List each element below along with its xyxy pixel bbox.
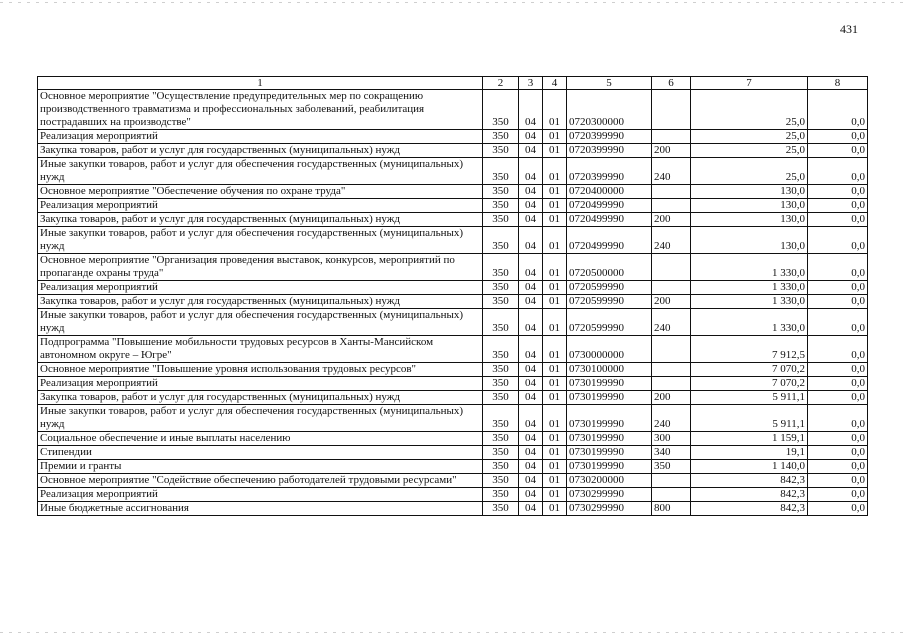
row-name-cell: Основное мероприятие "Обеспечение обучения по охране труда" <box>38 185 483 199</box>
table-row <box>38 391 868 405</box>
col-8-cell: 0,0 <box>808 446 868 460</box>
amount-cell: 130,0 <box>691 213 808 227</box>
col-8-cell: 0,0 <box>808 405 868 432</box>
amount-cell: 1 159,1 <box>691 432 808 446</box>
col-4-cell: 01 <box>543 363 567 377</box>
col-8-cell: 0,0 <box>808 130 868 144</box>
table-row <box>38 158 868 185</box>
amount-cell: 1 330,0 <box>691 254 808 281</box>
header-col-2: 2 <box>483 77 519 90</box>
col-2-cell: 350 <box>483 199 519 213</box>
col-4-cell: 01 <box>543 432 567 446</box>
code-cell: 0720599990 <box>567 295 652 309</box>
col-3-cell: 04 <box>519 185 543 199</box>
row-name-cell: Закупка товаров, работ и услуг для государственных (муниципальных) нужд <box>38 391 483 405</box>
col-2-cell: 350 <box>483 336 519 363</box>
col-3-cell: 04 <box>519 130 543 144</box>
type-cell <box>652 377 691 391</box>
col-8-cell: 0,0 <box>808 309 868 336</box>
amount-cell: 1 140,0 <box>691 460 808 474</box>
col-4-cell: 01 <box>543 336 567 363</box>
amount-cell: 130,0 <box>691 199 808 213</box>
table-row <box>38 199 868 213</box>
col-8-cell: 0,0 <box>808 213 868 227</box>
col-4-cell: 01 <box>543 227 567 254</box>
type-cell: 200 <box>652 391 691 405</box>
header-col-1: 1 <box>38 77 483 90</box>
row-name-cell: Иные закупки товаров, работ и услуг для обеспечения государственных (муниципальных) нужд <box>38 227 483 254</box>
col-4-cell: 01 <box>543 502 567 516</box>
table-body <box>38 90 868 516</box>
col-3-cell: 04 <box>519 281 543 295</box>
header-row <box>38 77 868 90</box>
col-8-cell: 0,0 <box>808 391 868 405</box>
col-3-cell: 04 <box>519 144 543 158</box>
type-cell <box>652 254 691 281</box>
amount-cell: 1 330,0 <box>691 309 808 336</box>
type-cell: 350 <box>652 460 691 474</box>
col-8-cell: 0,0 <box>808 363 868 377</box>
type-cell: 240 <box>652 158 691 185</box>
col-3-cell: 04 <box>519 199 543 213</box>
code-cell: 0730100000 <box>567 363 652 377</box>
col-3-cell: 04 <box>519 336 543 363</box>
type-cell: 200 <box>652 213 691 227</box>
amount-cell: 7 070,2 <box>691 363 808 377</box>
col-8-cell: 0,0 <box>808 432 868 446</box>
col-3-cell: 04 <box>519 391 543 405</box>
code-cell: 0720599990 <box>567 281 652 295</box>
code-cell: 0730299990 <box>567 488 652 502</box>
table-row <box>38 281 868 295</box>
amount-cell: 5 911,1 <box>691 391 808 405</box>
code-cell: 0720499990 <box>567 199 652 213</box>
header-col-5: 5 <box>567 77 652 90</box>
table-row <box>38 336 868 363</box>
table-row <box>38 488 868 502</box>
col-4-cell: 01 <box>543 446 567 460</box>
amount-cell: 25,0 <box>691 90 808 130</box>
col-2-cell: 350 <box>483 377 519 391</box>
col-2-cell: 350 <box>483 363 519 377</box>
col-8-cell: 0,0 <box>808 295 868 309</box>
col-4-cell: 01 <box>543 185 567 199</box>
row-name-cell: Стипендии <box>38 446 483 460</box>
row-name-cell: Иные закупки товаров, работ и услуг для обеспечения государственных (муниципальных) нужд <box>38 309 483 336</box>
col-2-cell: 350 <box>483 432 519 446</box>
col-8-cell: 0,0 <box>808 144 868 158</box>
col-8-cell: 0,0 <box>808 254 868 281</box>
type-cell: 800 <box>652 502 691 516</box>
col-4-cell: 01 <box>543 213 567 227</box>
row-name-cell: Основное мероприятие "Организация проведения выставок, конкурсов, мероприятий по пропаганде охраны труда" <box>38 254 483 281</box>
header-col-7: 7 <box>691 77 808 90</box>
code-cell: 0720599990 <box>567 309 652 336</box>
table-row <box>38 90 868 130</box>
code-cell: 0720400000 <box>567 185 652 199</box>
code-cell: 0730199990 <box>567 377 652 391</box>
page-number: 431 <box>840 22 858 36</box>
col-3-cell: 04 <box>519 227 543 254</box>
amount-cell: 1 330,0 <box>691 295 808 309</box>
col-2-cell: 350 <box>483 309 519 336</box>
col-4-cell: 01 <box>543 295 567 309</box>
code-cell: 0720399990 <box>567 144 652 158</box>
type-cell <box>652 336 691 363</box>
code-cell: 0730199990 <box>567 391 652 405</box>
amount-cell: 1 330,0 <box>691 281 808 295</box>
table-row <box>38 446 868 460</box>
col-3-cell: 04 <box>519 474 543 488</box>
row-name-cell: Закупка товаров, работ и услуг для государственных (муниципальных) нужд <box>38 295 483 309</box>
row-name-cell: Иные бюджетные ассигнования <box>38 502 483 516</box>
col-8-cell: 0,0 <box>808 227 868 254</box>
amount-cell: 842,3 <box>691 502 808 516</box>
row-name-cell: Реализация мероприятий <box>38 488 483 502</box>
col-3-cell: 04 <box>519 432 543 446</box>
col-3-cell: 04 <box>519 363 543 377</box>
row-name-cell: Основное мероприятие "Содействие обеспечению работодателей трудовыми ресурсами" <box>38 474 483 488</box>
row-name-cell: Закупка товаров, работ и услуг для государственных (муниципальных) нужд <box>38 213 483 227</box>
table-row <box>38 185 868 199</box>
col-8-cell: 0,0 <box>808 502 868 516</box>
budget-table <box>37 76 868 516</box>
code-cell: 0720399990 <box>567 158 652 185</box>
col-2-cell: 350 <box>483 446 519 460</box>
code-cell: 0720499990 <box>567 227 652 254</box>
code-cell: 0730000000 <box>567 336 652 363</box>
row-name-cell: Подпрограмма "Повышение мобильности трудовых ресурсов в Ханты-Мансийском автономном округе – Югре" <box>38 336 483 363</box>
col-2-cell: 350 <box>483 158 519 185</box>
col-4-cell: 01 <box>543 281 567 295</box>
col-8-cell: 0,0 <box>808 281 868 295</box>
col-4-cell: 01 <box>543 144 567 158</box>
type-cell: 240 <box>652 405 691 432</box>
row-name-cell: Иные закупки товаров, работ и услуг для обеспечения государственных (муниципальных) нужд <box>38 158 483 185</box>
type-cell <box>652 281 691 295</box>
type-cell <box>652 199 691 213</box>
type-cell <box>652 185 691 199</box>
col-3-cell: 04 <box>519 254 543 281</box>
type-cell: 200 <box>652 295 691 309</box>
col-3-cell: 04 <box>519 446 543 460</box>
col-8-cell: 0,0 <box>808 158 868 185</box>
scan-artifact-top <box>0 2 905 3</box>
code-cell: 0730199990 <box>567 405 652 432</box>
col-8-cell: 0,0 <box>808 336 868 363</box>
type-cell: 340 <box>652 446 691 460</box>
col-2-cell: 350 <box>483 144 519 158</box>
table-row <box>38 432 868 446</box>
col-4-cell: 01 <box>543 391 567 405</box>
type-cell <box>652 363 691 377</box>
row-name-cell: Социальное обеспечение и иные выплаты населению <box>38 432 483 446</box>
code-cell: 0730199990 <box>567 460 652 474</box>
row-name-cell: Реализация мероприятий <box>38 130 483 144</box>
col-3-cell: 04 <box>519 405 543 432</box>
code-cell: 0720300000 <box>567 90 652 130</box>
type-cell: 300 <box>652 432 691 446</box>
scan-artifact-bottom <box>0 632 905 633</box>
col-2-cell: 350 <box>483 130 519 144</box>
amount-cell: 130,0 <box>691 185 808 199</box>
col-3-cell: 04 <box>519 460 543 474</box>
row-name-cell: Закупка товаров, работ и услуг для государственных (муниципальных) нужд <box>38 144 483 158</box>
row-name-cell: Премии и гранты <box>38 460 483 474</box>
table-row <box>38 474 868 488</box>
type-cell: 240 <box>652 227 691 254</box>
header-col-3: 3 <box>519 77 543 90</box>
col-3-cell: 04 <box>519 158 543 185</box>
row-name-cell: Реализация мероприятий <box>38 199 483 213</box>
row-name-cell: Основное мероприятие "Осуществление предупредительных мер по сокращению производственного травматизма и профессиональных заболеваний, реабилитация пострадавших на производстве" <box>38 90 483 130</box>
col-2-cell: 350 <box>483 391 519 405</box>
amount-cell: 5 911,1 <box>691 405 808 432</box>
code-cell: 0730200000 <box>567 474 652 488</box>
col-8-cell: 0,0 <box>808 90 868 130</box>
col-4-cell: 01 <box>543 405 567 432</box>
code-cell: 0730299990 <box>567 502 652 516</box>
code-cell: 0730199990 <box>567 432 652 446</box>
col-4-cell: 01 <box>543 488 567 502</box>
amount-cell: 25,0 <box>691 144 808 158</box>
col-2-cell: 350 <box>483 185 519 199</box>
col-4-cell: 01 <box>543 474 567 488</box>
table-row <box>38 254 868 281</box>
table-row <box>38 377 868 391</box>
col-2-cell: 350 <box>483 213 519 227</box>
col-8-cell: 0,0 <box>808 460 868 474</box>
col-8-cell: 0,0 <box>808 185 868 199</box>
amount-cell: 7 912,5 <box>691 336 808 363</box>
table-row <box>38 309 868 336</box>
col-4-cell: 01 <box>543 309 567 336</box>
table-row <box>38 295 868 309</box>
col-3-cell: 04 <box>519 90 543 130</box>
header-col-6: 6 <box>652 77 691 90</box>
table-row <box>38 405 868 432</box>
type-cell: 240 <box>652 309 691 336</box>
table-row <box>38 460 868 474</box>
col-3-cell: 04 <box>519 488 543 502</box>
col-8-cell: 0,0 <box>808 488 868 502</box>
col-4-cell: 01 <box>543 377 567 391</box>
col-2-cell: 350 <box>483 254 519 281</box>
col-2-cell: 350 <box>483 474 519 488</box>
header-col-8: 8 <box>808 77 868 90</box>
col-8-cell: 0,0 <box>808 474 868 488</box>
col-2-cell: 350 <box>483 405 519 432</box>
col-4-cell: 01 <box>543 460 567 474</box>
code-cell: 0720500000 <box>567 254 652 281</box>
code-cell: 0730199990 <box>567 446 652 460</box>
col-2-cell: 350 <box>483 90 519 130</box>
amount-cell: 19,1 <box>691 446 808 460</box>
amount-cell: 842,3 <box>691 474 808 488</box>
col-2-cell: 350 <box>483 295 519 309</box>
amount-cell: 842,3 <box>691 488 808 502</box>
code-cell: 0720399990 <box>567 130 652 144</box>
amount-cell: 25,0 <box>691 158 808 185</box>
col-2-cell: 350 <box>483 460 519 474</box>
col-8-cell: 0,0 <box>808 377 868 391</box>
table-row <box>38 502 868 516</box>
code-cell: 0720499990 <box>567 213 652 227</box>
type-cell <box>652 488 691 502</box>
type-cell <box>652 130 691 144</box>
amount-cell: 7 070,2 <box>691 377 808 391</box>
row-name-cell: Основное мероприятие "Повышение уровня использования трудовых ресурсов" <box>38 363 483 377</box>
row-name-cell: Реализация мероприятий <box>38 377 483 391</box>
row-name-cell: Реализация мероприятий <box>38 281 483 295</box>
col-3-cell: 04 <box>519 502 543 516</box>
row-name-cell: Иные закупки товаров, работ и услуг для обеспечения государственных (муниципальных) нужд <box>38 405 483 432</box>
col-2-cell: 350 <box>483 281 519 295</box>
amount-cell: 130,0 <box>691 227 808 254</box>
col-8-cell: 0,0 <box>808 199 868 213</box>
amount-cell: 25,0 <box>691 130 808 144</box>
col-2-cell: 350 <box>483 502 519 516</box>
col-3-cell: 04 <box>519 377 543 391</box>
type-cell <box>652 90 691 130</box>
col-2-cell: 350 <box>483 488 519 502</box>
col-3-cell: 04 <box>519 213 543 227</box>
col-3-cell: 04 <box>519 295 543 309</box>
table-row <box>38 227 868 254</box>
header-col-4: 4 <box>543 77 567 90</box>
type-cell: 200 <box>652 144 691 158</box>
col-4-cell: 01 <box>543 199 567 213</box>
table-row <box>38 144 868 158</box>
table-row <box>38 363 868 377</box>
col-4-cell: 01 <box>543 158 567 185</box>
col-3-cell: 04 <box>519 309 543 336</box>
col-2-cell: 350 <box>483 227 519 254</box>
col-4-cell: 01 <box>543 90 567 130</box>
table-row <box>38 213 868 227</box>
type-cell <box>652 474 691 488</box>
table-row <box>38 130 868 144</box>
col-4-cell: 01 <box>543 254 567 281</box>
col-4-cell: 01 <box>543 130 567 144</box>
